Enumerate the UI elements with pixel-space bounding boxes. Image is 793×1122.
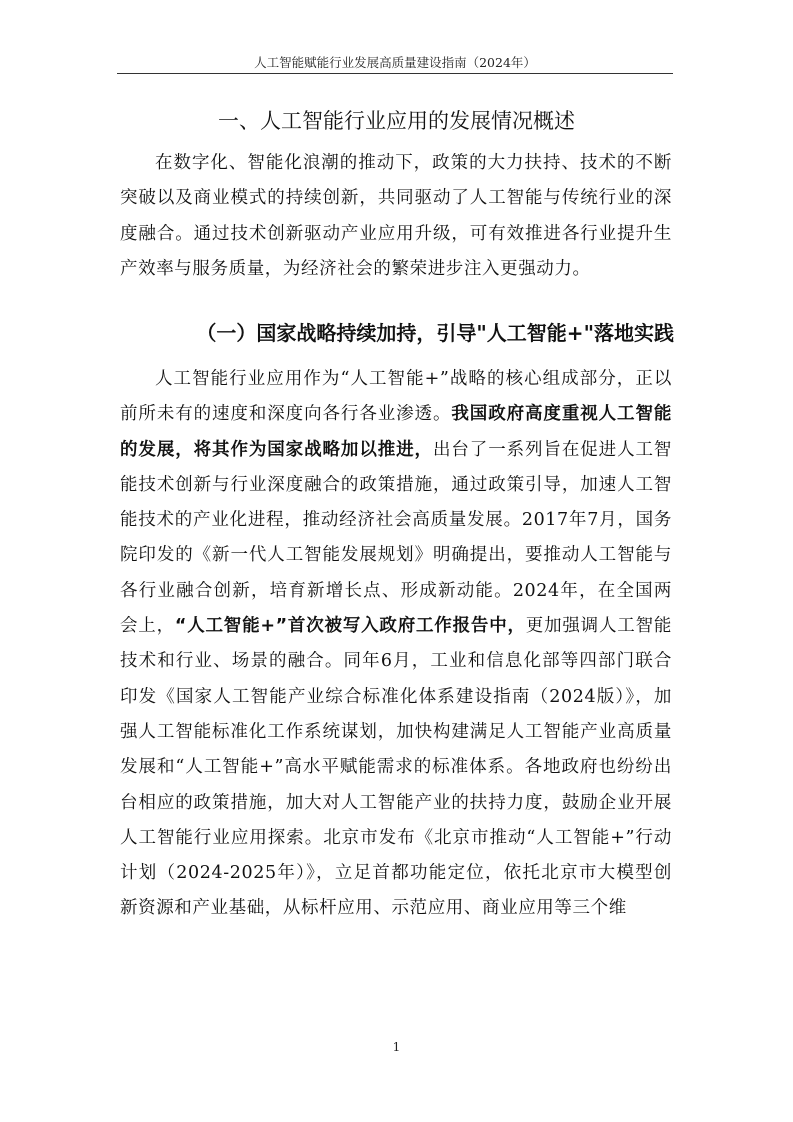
- document-title: 人工智能赋能行业发展高质量建设指南（2024年）: [254, 55, 536, 70]
- body-text: 更加强调人工智能技术和行业、场景的融合。同年6月，工业和信息化部等四部门联合印发《国家人工智能产业综合标准化体系建设指南（2024版）》，加强人工智能标准化工作系统谋划，加快构建满足人工智能产业高质量发展和“人工智能+”高水平赋能需求的标准体系。各地政府也纷纷出台相应的政策措施，加大对人工智能产业的扶持力度，鼓励企业开展人工智能行业应用探索。北京市发布《北京市推动“人工智能+”行动计划（2024-2025年）》，立足首都功能定位，依托北京市大模型创新资源和产业基础，从标杆应用、示范应用、商业应用等三个维: [120, 616, 672, 919]
- section-heading: 一、人工智能行业应用的发展情况概述: [218, 109, 575, 133]
- intro-paragraph: 在数字化、智能化浪潮的推动下，政策的大力扶持、技术的不断突破以及商业模式的持续创新，共同驱动了人工智能与传统行业的深度融合。通过技术创新驱动产业应用升级，可有效推进各行业提升生产效率与服务质量，为经济社会的繁荣进步注入更强动力。: [120, 153, 672, 279]
- subsection-heading: （一）国家战略持续加持，引导"人工智能+"落地实践: [196, 321, 674, 345]
- body-paragraph: [120, 362, 672, 927]
- body-text: 出台了一系列旨在促进人工智能技术创新与行业深度融合的政策措施，通过政策引导，加速人工智能技术的产业化进程，推动经济社会高质量发展。2017年7月，国务院印发的《新一代人工智能发展规划》明确提出，要推动人工智能与各行业融合创新，培育新增长点、形成新动能。2024年，在全国两会上，: [120, 439, 672, 637]
- page-header: [117, 55, 673, 74]
- bold-emphasis: 我国政府高度重视人工智能的发展，将其作为国家战略加以推进，: [120, 404, 672, 460]
- bold-emphasis: “人工智能+”首次被写入政府工作报告中，: [174, 616, 526, 637]
- body-text: 人工智能行业应用作为“人工智能+”战略的核心组成部分，正以前所未有的速度和深度向各行各业渗透。: [120, 369, 672, 425]
- page-number: 1: [392, 1040, 401, 1054]
